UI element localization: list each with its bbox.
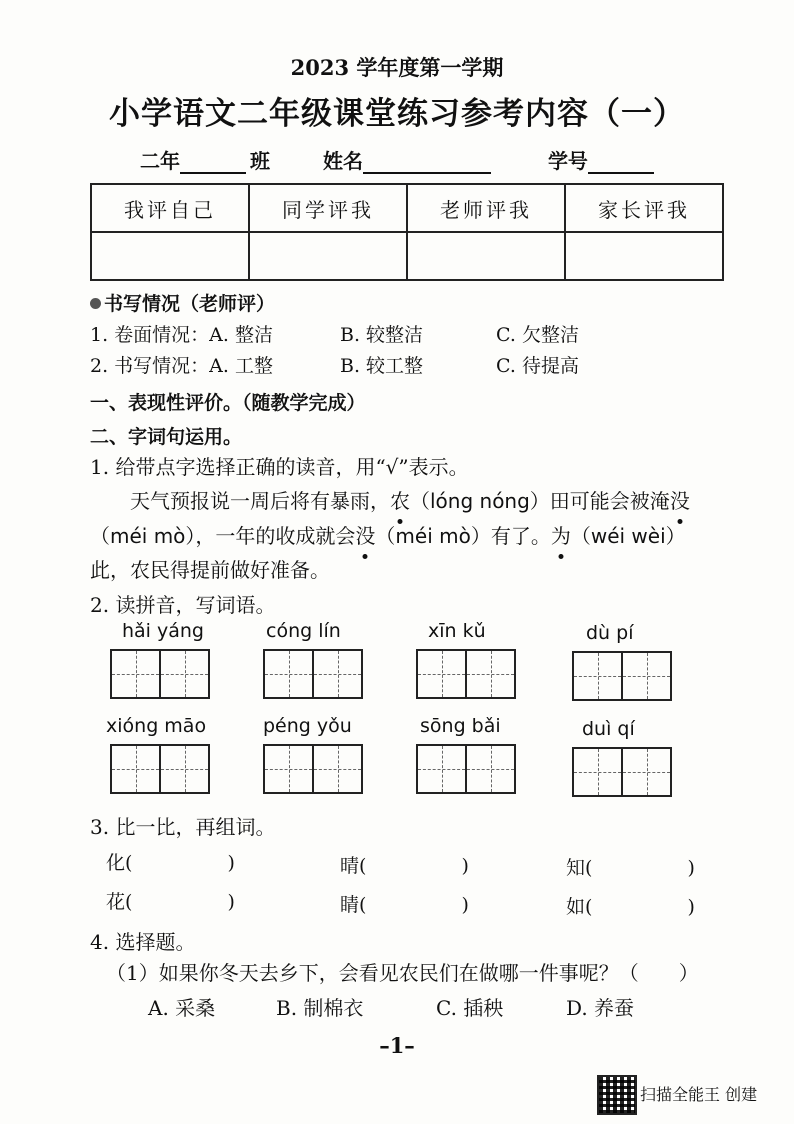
writing-grid[interactable] (110, 649, 210, 699)
compare-item[interactable]: 花( ) (106, 891, 235, 913)
writing-row-1 (90, 320, 273, 347)
scanner-watermark: 扫描全能王 创建 (640, 1085, 758, 1104)
pinyin-label: xióng māo (106, 715, 207, 737)
page-title: 小学语文二年级课堂练习参考内容（一） (109, 96, 685, 132)
grade-blank[interactable] (180, 152, 246, 174)
compare-item[interactable]: 知( ) (566, 857, 695, 879)
compare-item[interactable]: 晴( ) (340, 855, 469, 877)
writing-grid[interactable] (572, 747, 672, 797)
eval-cell-parent[interactable] (565, 232, 723, 280)
eval-header-self: 我评自己 (91, 184, 249, 232)
compare-item[interactable]: 化( ) (106, 852, 235, 874)
writing-row-2 (90, 351, 273, 378)
writing-grid[interactable] (572, 651, 672, 701)
option-b[interactable]: B. 较工整 (340, 355, 424, 377)
q1-prompt: 1. 给带点字选择正确的读音，用“√”表示。 (90, 455, 469, 479)
page-number: –1– (379, 1033, 415, 1058)
pinyin-label: dù pí (586, 622, 634, 644)
dotted-char: 没 (355, 521, 375, 551)
pinyin-label: xīn kǔ (428, 620, 486, 642)
choice-option[interactable]: B. 制棉衣 (276, 996, 364, 1020)
q1-text: 天气预报说一周后将有暴雨， (130, 489, 390, 513)
writing-grid[interactable] (110, 744, 210, 794)
name-blank[interactable] (363, 152, 491, 174)
grade-label: 二年 (140, 149, 180, 173)
dotted-char: 农 (390, 486, 410, 516)
q1-pinyin-choice[interactable]: （wéi wèi） (570, 524, 686, 548)
choice-option[interactable]: A. 采桑 (148, 996, 216, 1020)
writing-row-label: 1. 卷面情况： (90, 324, 210, 346)
dotted-char: 没 (670, 486, 690, 516)
choice-option[interactable]: D. 养蚕 (566, 996, 635, 1020)
id-blank[interactable] (588, 152, 654, 174)
bullet-icon (90, 298, 101, 309)
q3-prompt: 3. 比一比，再组词。 (90, 815, 276, 839)
dotted-char: 为 (551, 521, 571, 551)
eval-header-teacher: 老师评我 (407, 184, 565, 232)
choice-option[interactable]: C. 插秧 (436, 996, 504, 1020)
name-label: 姓名 (322, 149, 363, 173)
eval-cell-teacher[interactable] (407, 232, 565, 280)
writing-grid[interactable] (416, 744, 516, 794)
q1-pinyin-choice[interactable]: （lóng nóng）田可能会被淹 (410, 489, 670, 513)
eval-cell-self[interactable] (91, 232, 249, 280)
writing-grid[interactable] (416, 649, 516, 699)
pinyin-label: cóng lín (266, 620, 341, 642)
q2-prompt: 2. 读拼音，写词语。 (90, 593, 276, 617)
eval-header-parent: 家长评我 (565, 184, 723, 232)
pinyin-label: hǎi yáng (122, 620, 204, 642)
semester-heading: 2023 学年度第一学期 (290, 55, 504, 80)
section-1-heading: 一、表现性评价。（随教学完成） (90, 392, 366, 414)
option-a[interactable]: A. 工整 (209, 355, 273, 377)
q1-line-3: 此，农民得提前做好准备。 (90, 558, 330, 582)
q1-line-1 (130, 486, 690, 516)
pinyin-label: duì qí (582, 718, 635, 740)
pinyin-label: péng yǒu (263, 715, 352, 737)
writing-grid[interactable] (263, 744, 363, 794)
option-c[interactable]: C. 待提高 (496, 355, 579, 377)
q1-line-2 (90, 521, 686, 551)
q1-pinyin-choice[interactable]: （méi mò）有了。 (375, 524, 551, 548)
option-b[interactable]: B. 较整洁 (340, 324, 424, 346)
student-info (140, 145, 654, 174)
compare-item[interactable]: 睛( ) (340, 894, 469, 916)
section-2-heading: 二、字词句运用。 (90, 426, 243, 448)
evaluation-table (90, 183, 724, 281)
compare-item[interactable]: 如( ) (566, 896, 695, 918)
eval-header-classmate: 同学评我 (249, 184, 407, 232)
eval-cell-classmate[interactable] (249, 232, 407, 280)
class-label: 班 (250, 149, 270, 173)
qr-code-icon (597, 1075, 637, 1115)
writing-row-label: 2. 书写情况： (90, 355, 210, 377)
id-label: 学号 (547, 149, 588, 173)
q4-sub-1: （1）如果你冬天去乡下，会看见农民们在做哪一件事呢？（ ） (106, 961, 699, 985)
q1-pinyin-choice[interactable]: （méi mò），一年的收成就会 (90, 524, 356, 548)
pinyin-label: sōng bǎi (420, 715, 501, 737)
option-c[interactable]: C. 欠整洁 (496, 324, 579, 346)
writing-grid[interactable] (263, 649, 363, 699)
writing-heading: 书写情况（老师评） (90, 289, 275, 316)
option-a[interactable]: A. 整洁 (209, 324, 273, 346)
q4-prompt: 4. 选择题。 (90, 930, 196, 954)
